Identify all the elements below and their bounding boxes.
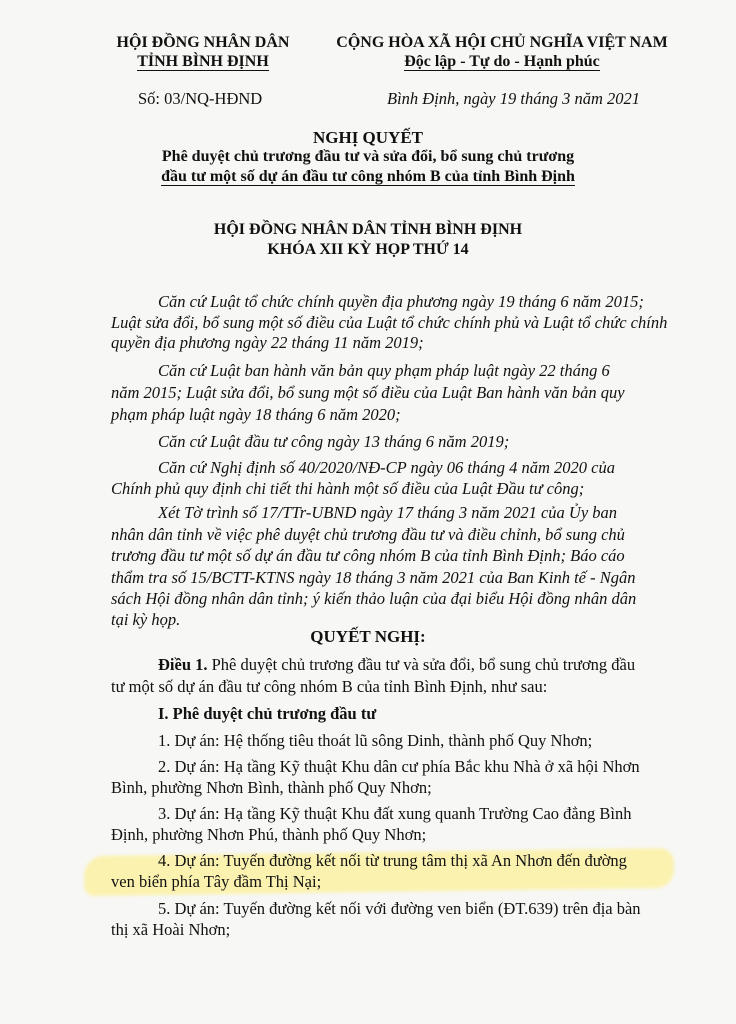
project-item-cont-highlighted: ven biển phía Tây đầm Thị Nại; <box>111 872 322 891</box>
subject-line1: Phê duyệt chủ trương đầu tư và sửa đổi, bổ sung chủ trương <box>161 148 575 165</box>
project-item: 5. Dự án: Tuyến đường kết nối với đường ven biển (ĐT.639) trên địa bàn <box>158 899 641 918</box>
issuer-line2-wrap <box>108 53 298 71</box>
issuer-line1: HỘI ĐỒNG NHÂN DÂN <box>116 34 290 51</box>
preamble-line: Chính phủ quy định chi tiết thi hành một số điều của Luật Đầu tư công; <box>111 479 585 498</box>
preamble-line: sách Hội đồng nhân dân tỉnh; ý kiến thảo luận của đại biểu Hội đồng nhân dân <box>111 589 637 608</box>
section-1-heading: I. Phê duyệt chủ trương đầu tư <box>158 704 377 723</box>
preamble-line: tại kỳ họp. <box>111 610 181 629</box>
project-item: 3. Dự án: Hạ tầng Kỹ thuật Khu đất xung quanh Trường Cao đẳng Bình <box>158 804 632 823</box>
project-item: 1. Dự án: Hệ thống tiêu thoát lũ sông Dinh, thành phố Quy Nhơn; <box>158 731 593 750</box>
motto-wrap <box>312 53 692 71</box>
preamble-line: phạm pháp luật ngày 18 tháng 6 năm 2020; <box>111 405 401 424</box>
project-item-cont: Bình, phường Nhơn Bình, thành phố Quy Nhơn; <box>111 778 432 797</box>
preamble-line: Căn cứ Nghị định số 40/2020/NĐ-CP ngày 06 tháng 4 năm 2020 của <box>158 458 615 477</box>
project-item: 2. Dự án: Hạ tầng Kỹ thuật Khu dân cư phía Bắc khu Nhà ở xã hội Nhơn <box>158 757 640 776</box>
project-item-cont: Định, phường Nhơn Phú, thành phố Quy Nhơn; <box>111 825 427 844</box>
preamble-line: năm 2015; Luật sửa đổi, bổ sung một số điều của Luật Ban hành văn bản quy <box>111 383 625 402</box>
preamble-line: Luật sửa đổi, bổ sung một số điều của Luật tổ chức chính phủ và Luật tổ chức chính <box>111 313 668 332</box>
council-line2: KHÓA XII KỲ HỌP THỨ 14 <box>267 241 469 258</box>
subject-line2: đầu tư một số dự án đầu tư công nhóm B của tỉnh Bình Định <box>161 168 575 185</box>
council-line1: HỘI ĐỒNG NHÂN DÂN TỈNH BÌNH ĐỊNH <box>213 221 523 238</box>
preamble-line: Xét Tờ trình số 17/TTr-UBND ngày 17 tháng 3 năm 2021 của Ủy ban <box>158 503 618 522</box>
preamble-line: trương đầu tư một số dự án đầu tư công nhóm B của tỉnh Bình Định; Báo cáo <box>111 546 625 565</box>
preamble-line: thẩm tra số 15/BCTT-KTNS ngày 18 tháng 3 năm 2021 của Ban Kinh tế - Ngân <box>111 568 636 587</box>
article-1-line1 <box>158 655 635 675</box>
national-motto: Độc lập - Tự do - Hạnh phúc <box>404 53 600 70</box>
preamble-line: quyền địa phương ngày 22 tháng 11 năm 2019; <box>111 333 424 352</box>
project-item-cont: thị xã Hoài Nhơn; <box>111 920 231 939</box>
article-1-label: Điều 1. <box>158 655 208 674</box>
project-item-highlighted: 4. Dự án: Tuyến đường kết nối từ trung tâm thị xã An Nhơn đến đường <box>158 851 627 870</box>
national-title: CỘNG HÒA XÃ HỘI CHỦ NGHĨA VIỆT NAM <box>336 34 668 51</box>
article-1-line2: tư một số dự án đầu tư công nhóm B của tỉnh Bình Định, như sau: <box>111 677 548 696</box>
issuer-line2: TỈNH BÌNH ĐỊNH <box>137 53 269 70</box>
place-date: Bình Định, ngày 19 tháng 3 năm 2021 <box>387 89 640 108</box>
document-number: Số: 03/NQ-HĐND <box>138 89 263 108</box>
subject-line2-wrap <box>0 168 736 186</box>
document-type: NGHỊ QUYẾT <box>312 128 424 147</box>
decision-heading: QUYẾT NGHỊ: <box>310 627 426 646</box>
article-1-text: Phê duyệt chủ trương đầu tư và sửa đổi, bổ sung chủ trương đầu <box>207 655 636 674</box>
preamble-line: Căn cứ Luật ban hành văn bản quy phạm pháp luật ngày 22 tháng 6 <box>158 361 610 380</box>
preamble-line: Căn cứ Luật tổ chức chính quyền địa phương ngày 19 tháng 6 năm 2015; <box>158 292 644 311</box>
preamble-line: Căn cứ Luật đầu tư công ngày 13 tháng 6 năm 2019; <box>158 432 510 451</box>
preamble-line: nhân dân tỉnh về việc phê duyệt chủ trương đầu tư và điều chỉnh, bổ sung chủ <box>111 525 625 544</box>
